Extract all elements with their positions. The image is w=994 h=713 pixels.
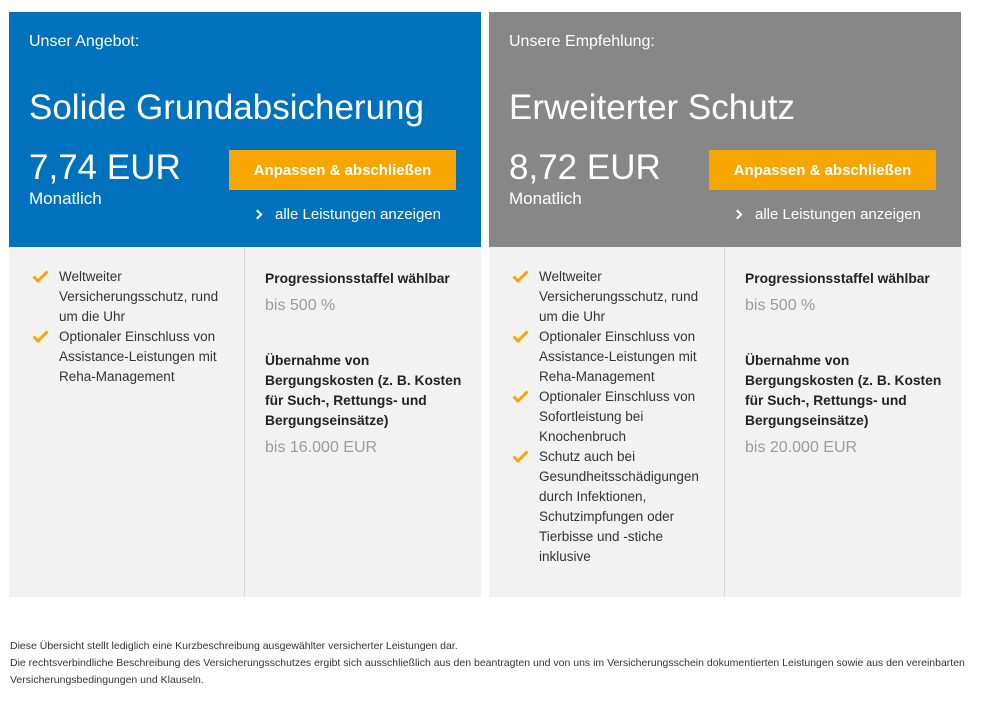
show-all-benefits-link[interactable]: [254, 206, 441, 223]
offer-eyebrow: Unser Angebot:: [29, 33, 140, 50]
show-all-benefits-label: alle Leistungen anzeigen: [755, 206, 921, 223]
plan-title: Solide Grundabsicherung: [29, 88, 424, 127]
offer-eyebrow: Unsere Empfehlung:: [509, 33, 655, 50]
feature-item: [511, 387, 716, 447]
show-all-benefits-link[interactable]: [734, 206, 921, 223]
check-icon: [32, 330, 49, 343]
detail-label: Übernahme von Bergungskosten (z. B. Kosten für Such-, Rettungs- und Bergungseinsätze): [265, 353, 462, 428]
footnote-line: Diese Übersicht stellt lediglich eine Kurzbeschreibung ausgewählter versicherter Leistungen dar.: [10, 640, 458, 652]
offer-card-body: [489, 247, 961, 597]
offer-card-header: [9, 12, 481, 247]
detail-value: bis 500 %: [265, 297, 336, 314]
plan-period: Monatlich: [509, 189, 582, 208]
feature-text: Optionaler Einschluss von Sofortleistung bei Knochenbruch: [539, 389, 696, 444]
plan-price: 7,74 EUR: [29, 148, 181, 187]
detail-value: bis 20.000 EUR: [745, 439, 858, 456]
feature-item: [31, 267, 236, 327]
detail-label: Übernahme von Bergungskosten (z. B. Kosten für Such-, Rettungs- und Bergungseinsätze): [745, 353, 942, 428]
chevron-right-icon: [733, 210, 743, 220]
feature-text: Optionaler Einschluss von Assistance-Leistungen mit Reha-Management: [59, 329, 217, 384]
feature-text: Weltweiter Versicherungsschutz, rund um die Uhr: [539, 269, 699, 324]
detail-value: bis 16.000 EUR: [265, 439, 378, 456]
feature-text: Optionaler Einschluss von Assistance-Leistungen mit Reha-Management: [539, 329, 697, 384]
offer-card-basic: [9, 12, 481, 597]
detail-list: [725, 247, 961, 597]
offer-card-header: [489, 12, 961, 247]
legal-footnote: [10, 638, 970, 689]
check-icon: [512, 270, 529, 283]
check-icon: [512, 330, 529, 343]
plan-title: Erweiterter Schutz: [509, 88, 795, 127]
detail-value: bis 500 %: [745, 297, 816, 314]
customize-and-buy-button[interactable]: Anpassen & abschließen: [709, 150, 936, 190]
feature-text: Weltweiter Versicherungsschutz, rund um die Uhr: [59, 269, 219, 324]
show-all-benefits-label: alle Leistungen anzeigen: [275, 206, 441, 223]
feature-item: [511, 447, 716, 567]
detail-label: Progressionsstaffel wählbar: [265, 271, 450, 286]
feature-item: [31, 327, 236, 387]
detail-list: [245, 247, 481, 597]
chevron-right-icon: [253, 210, 263, 220]
check-icon: [512, 450, 529, 463]
offer-card-body: [9, 247, 481, 597]
check-icon: [512, 390, 529, 403]
feature-list: [489, 247, 725, 597]
feature-item: [511, 327, 716, 387]
plan-period: Monatlich: [29, 189, 102, 208]
check-icon: [32, 270, 49, 283]
customize-and-buy-button[interactable]: Anpassen & abschließen: [229, 150, 456, 190]
feature-text: Schutz auch bei Gesundheitsschädigungen durch Infektionen, Schutzimpfungen oder Tierbisse und -stiche inklusive: [539, 449, 699, 564]
offer-card-extended: [489, 12, 961, 597]
detail-label: Progressionsstaffel wählbar: [745, 271, 930, 286]
feature-list: [9, 247, 245, 597]
plan-price: 8,72 EUR: [509, 148, 661, 187]
feature-item: [511, 267, 716, 327]
footnote-line: Die rechtsverbindliche Beschreibung des Versicherungsschutzes ergibt sich ausschließlich aus den beantragten und von uns im Versicherungsschein dokumentierten Leistungen sowie aus den vereinbarten Versicherungsbedingungen und Klauseln.: [10, 657, 965, 686]
